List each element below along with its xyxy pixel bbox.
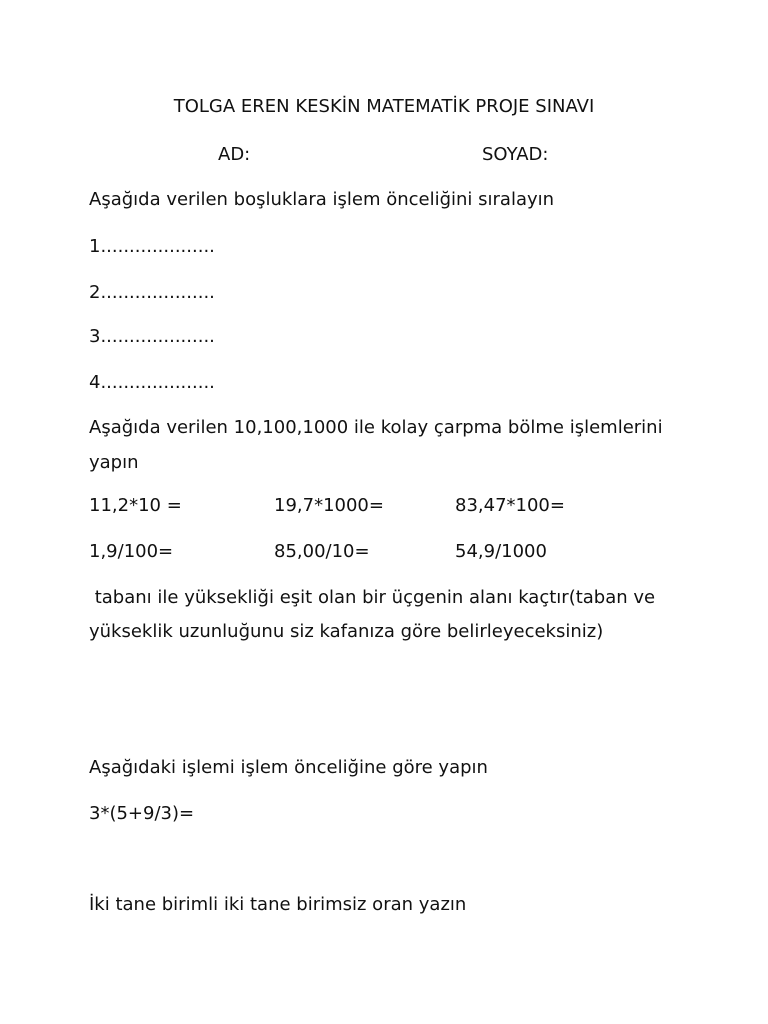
math-row1-item2: 19,7*1000= <box>274 495 384 516</box>
blank-line-1: 1.................... <box>89 236 215 257</box>
soyad-label: SOYAD: <box>482 144 549 165</box>
blank-line-2: 2.................... <box>89 282 215 303</box>
blank-line-3: 3.................... <box>89 326 215 347</box>
section4-instruction: Aşağıdaki işlemi işlem önceliğine göre yapın <box>89 757 488 778</box>
math-row2-item2: 85,00/10= <box>274 541 370 562</box>
section4-expression: 3*(5+9/3)= <box>89 803 195 824</box>
ad-label: AD: <box>218 144 251 165</box>
math-row2-item1: 1,9/100= <box>89 541 174 562</box>
page-title: TOLGA EREN KESKİN MATEMATİK PROJE SINAVI <box>173 96 595 117</box>
section2-instruction-line2: yapın <box>89 452 139 473</box>
section1-instruction: Aşağıda verilen boşluklara işlem önceliğini sıralayın <box>89 189 555 210</box>
section3-line2: yükseklik uzunluğunu siz kafanıza göre belirleyeceksiniz) <box>89 621 604 642</box>
math-row1-item1: 11,2*10 = <box>89 495 182 516</box>
math-row1-item3: 83,47*100= <box>455 495 565 516</box>
section3-line1: tabanı ile yüksekliği eşit olan bir üçgenin alanı kaçtır(taban ve <box>89 587 656 608</box>
blank-line-4: 4.................... <box>89 372 215 393</box>
math-row2-item3: 54,9/1000 <box>455 541 547 562</box>
section2-instruction-line1: Aşağıda verilen 10,100,1000 ile kolay çarpma bölme işlemlerini <box>89 417 663 438</box>
section5-instruction: İki tane birimli iki tane birimsiz oran yazın <box>89 894 467 915</box>
